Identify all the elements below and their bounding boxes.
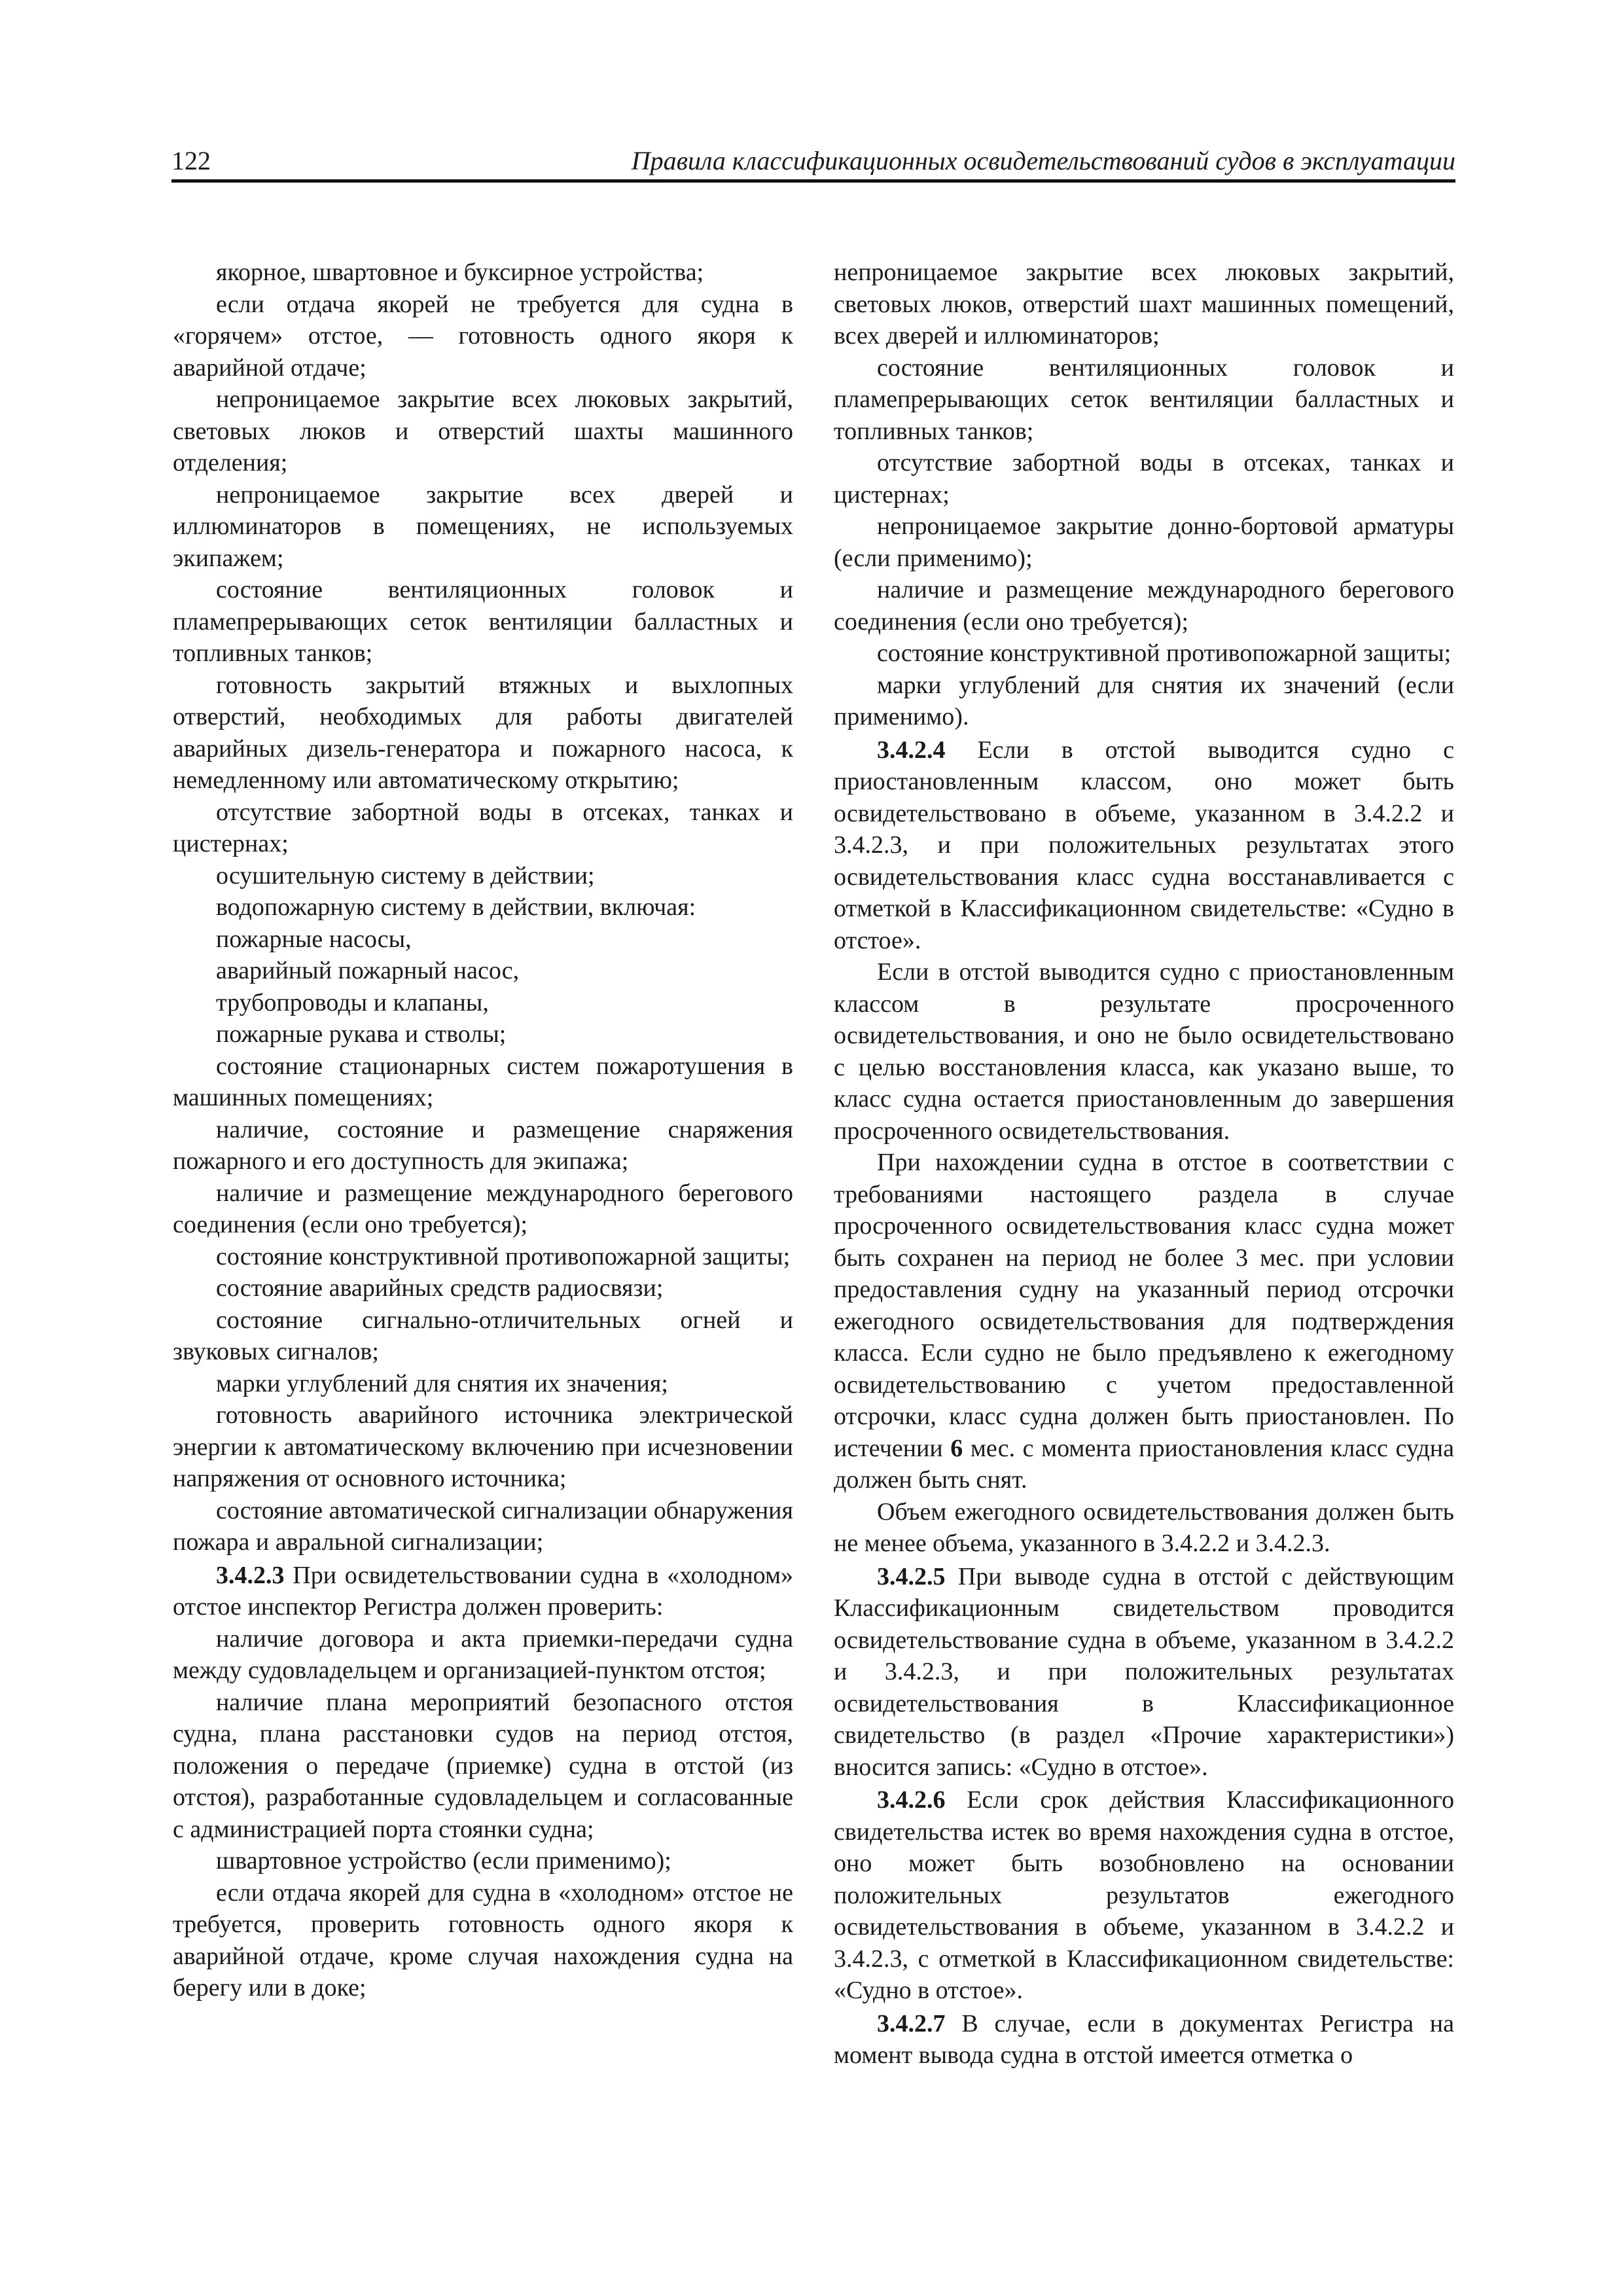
body-paragraph [834, 352, 1454, 448]
paragraph-text: наличие и размещение международного берегового соединения (если оно требуется); [834, 576, 1454, 636]
body-paragraph [173, 1018, 793, 1050]
paragraph-text: состояние автоматической сигнализации обнаружения пожара и авральной сигнализации; [173, 1496, 793, 1556]
paragraph-text: отсутствие забортной воды в отсеках, танках и цистернах; [173, 798, 793, 857]
body-paragraph [173, 891, 793, 924]
paragraph-text: якорное, швартовное и буксирное устройства; [216, 259, 704, 286]
body-paragraph [173, 1687, 793, 1846]
paragraph-text: водопожарную систему в действии, включая: [216, 893, 696, 921]
paragraph-text: марки углублений для снятия их значений (если применимо). [834, 671, 1454, 730]
body-paragraph [173, 1845, 793, 1877]
body-paragraph [173, 1304, 793, 1368]
body-paragraph [834, 1496, 1454, 1560]
paragraph-text: состояние конструктивной противопожарной защиты; [877, 639, 1452, 667]
bold-value: 6 [950, 1434, 963, 1462]
body-paragraph [834, 511, 1454, 574]
body-paragraph [173, 1177, 793, 1241]
paragraph-text: непроницаемое закрытие всех дверей и иллюминаторов в помещениях, не используемых экипажем; [173, 480, 793, 572]
paragraph-text: аварийный пожарный насос, [216, 957, 520, 984]
clause-number: 3.4.2.3 [216, 1561, 285, 1589]
clause-paragraph [834, 1784, 1454, 2007]
paragraph-text: наличие, состояние и размещение снаряжения пожарного и его доступность для экипажа; [173, 1115, 793, 1175]
paragraph-text: наличие плана мероприятий безопасного отстоя судна, плана расстановки судов на период отстоя, положения о передаче (приемке) судна в отстой (из отстоя), разработанные судовладельцем и согласованные с администрацией порта стоянки судна; [173, 1688, 793, 1843]
body-paragraph [173, 924, 793, 956]
body-paragraph [173, 987, 793, 1019]
paragraph-text: марки углублений для снятия их значения; [216, 1369, 668, 1397]
paragraph-text: непроницаемое закрытие донно-бортовой арматуры (если применимо); [834, 512, 1454, 572]
clause-number: 3.4.2.5 [877, 1562, 946, 1590]
body-paragraph [173, 1272, 793, 1304]
body-paragraph [173, 955, 793, 987]
page-number: 122 [171, 146, 211, 175]
paragraph-text: Если в отстой выводится судно с приостановленным классом в результате просроченного освидетельствования, и оно не было освидетельствовано с целью восстановления класса, как указано выше, то класс судна остается приостановленным до завершения просроченного освидетельствования. [834, 958, 1454, 1145]
paragraph-text: наличие договора и акта приемки-передачи судна между судовладельцем и организацией-пунктом отстоя; [173, 1624, 793, 1684]
paragraph-text: наличие и размещение международного берегового соединения (если оно требуется); [173, 1179, 793, 1238]
body-paragraph [834, 670, 1454, 733]
body-paragraph [834, 1147, 1454, 1496]
clause-number: 3.4.2.7 [877, 2009, 946, 2037]
body-paragraph [834, 956, 1454, 1147]
paragraph-text: трубопроводы и клапаны, [216, 988, 489, 1016]
paragraph-text: При нахождении судна в отстое в соответствии с требованиями настоящего раздела в случае просроченного освидетельствования класс судна может быть сохранен на период не более 3 мес. при условии предоставления судну на указанный период отсрочки ежегодного освидетельствования для подтверждения класса. Если судно не было предъявлено к ежегодному освидетельствованию с учетом предоставленной отсрочки, класс судна должен быть приостановлен. По истечении [834, 1149, 1454, 1462]
body-paragraph [173, 479, 793, 575]
paragraph-text: При выводе судна в отстой с действующим Классификационным свидетельством проводится освидетельствование судна в объеме, указанном в 3.4.2.2 и 3.4.2.3, и при положительных результатах освидетельствования в Классификационное свидетельство (в раздел «Прочие характеристики») вносится запись: «Судно в отстое». [834, 1562, 1454, 1781]
paragraph-text: состояние вентиляционных головок и пламепрерывающих сеток вентиляции балластных и топливных танков; [834, 353, 1454, 445]
paragraph-text: состояние вентиляционных головок и пламепрерывающих сеток вентиляции балластных и топливных танков; [173, 576, 793, 667]
body-paragraph [834, 447, 1454, 511]
body-paragraph [173, 257, 793, 289]
paragraph-text: швартовное устройство (если применимо); [216, 1847, 671, 1874]
left-column [173, 257, 793, 2004]
paragraph-text: осушительную систему в действии; [216, 861, 595, 889]
paragraph-text: Если в отстой выводится судно с приостановленным классом, оно может быть освидетельствовано в объеме, указанном в 3.4.2.2 и 3.4.2.3, и при положительных результатах этого освидетельствования класс судна восстанавливается с отметкой в Классификационном свидетельстве: «Судно в отстое». [834, 736, 1454, 954]
body-paragraph [834, 574, 1454, 637]
paragraph-text: если отдача якорей для судна в «холодном» отстое не требуется, проверить готовность одного якоря к аварийной отдаче, кроме случая нахождения судна на берегу или в доке; [173, 1878, 793, 2001]
paragraph-text: состояние конструктивной противопожарной защиты; [216, 1242, 791, 1270]
body-paragraph [173, 1114, 793, 1177]
body-paragraph [173, 1368, 793, 1400]
body-paragraph [173, 1050, 793, 1114]
body-paragraph [173, 1495, 793, 1558]
paragraph-text: непроницаемое закрытие всех люковых закрытий, световых люков и отверстий шахты машинного отделения; [173, 386, 793, 476]
body-paragraph [173, 860, 793, 892]
body-paragraph [173, 1623, 793, 1687]
body-paragraph [173, 1877, 793, 2004]
paragraph-text-after: мес. с момента приостановления класс судна должен быть снят. [834, 1434, 1454, 1494]
body-paragraph [834, 257, 1454, 352]
paragraph-text: пожарные насосы, [216, 925, 412, 953]
page-header [171, 143, 1455, 183]
paragraph-text: состояние сигнально-отличительных огней и звуковых сигналов; [173, 1306, 793, 1365]
body-paragraph [173, 1399, 793, 1495]
paragraph-text: состояние стационарных систем пожаротушения в машинных помещениях; [173, 1052, 793, 1111]
paragraph-text: При освидетельствовании судна в «холодном» отстое инспектор Регистра должен проверить: [173, 1561, 793, 1621]
right-column [834, 257, 1454, 2072]
paragraph-text: В случае, если в документах Регистра на момент вывода судна в отстой имеется отметка о [834, 2009, 1454, 2069]
clause-paragraph [834, 2008, 1454, 2072]
paragraph-text: непроницаемое закрытие всех люковых закрытий, световых люков, отверстий шахт машинных помещений, всех дверей и иллюминаторов; [834, 259, 1454, 350]
paragraph-text: Объем ежегодного освидетельствования должен быть не менее объема, указанного в 3.4.2.2 и 3.4.2.3. [834, 1498, 1454, 1557]
clause-paragraph [834, 734, 1454, 957]
clause-number: 3.4.2.6 [877, 1786, 946, 1814]
paragraph-text: Если срок действия Классификационного свидетельства истек во время нахождения судна в отстое, оно может быть возобновлено на основании положительных результатов ежегодного освидетельствования в объеме, указанном в 3.4.2.2 и 3.4.2.3, с отметкой в Классификационном свидетельстве: «Судно в отстое». [834, 1786, 1454, 2004]
body-paragraph [173, 574, 793, 670]
body-paragraph [834, 637, 1454, 670]
paragraph-text: если отдача якорей не требуется для судна в «горячем» отстое, — готовность одного якоря к аварийной отдаче; [173, 290, 793, 382]
clause-paragraph [173, 1560, 793, 1623]
body-paragraph [173, 1241, 793, 1273]
body-paragraph [173, 670, 793, 797]
clause-number: 3.4.2.4 [877, 736, 946, 764]
paragraph-text: готовность закрытий втяжных и выхлопных отверстий, необходимых для работы двигателей аварийных дизель-генератора и пожарного насоса, к немедленному или автоматическому открытию; [173, 671, 793, 794]
paragraph-text: отсутствие забортной воды в отсеках, танках и цистернах; [834, 449, 1454, 509]
paragraph-text: пожарные рукава и стволы; [216, 1020, 507, 1048]
body-paragraph [173, 384, 793, 479]
running-title: Правила классификационных освидетельствований судов в эксплуатации [631, 146, 1455, 175]
body-paragraph [173, 797, 793, 860]
body-paragraph [173, 289, 793, 384]
clause-paragraph [834, 1561, 1454, 1784]
paragraph-text: готовность аварийного источника электрической энергии к автоматическому включению при исчезновении напряжения от основного источника; [173, 1401, 793, 1492]
paragraph-text: состояние аварийных средств радиосвязи; [216, 1274, 664, 1302]
